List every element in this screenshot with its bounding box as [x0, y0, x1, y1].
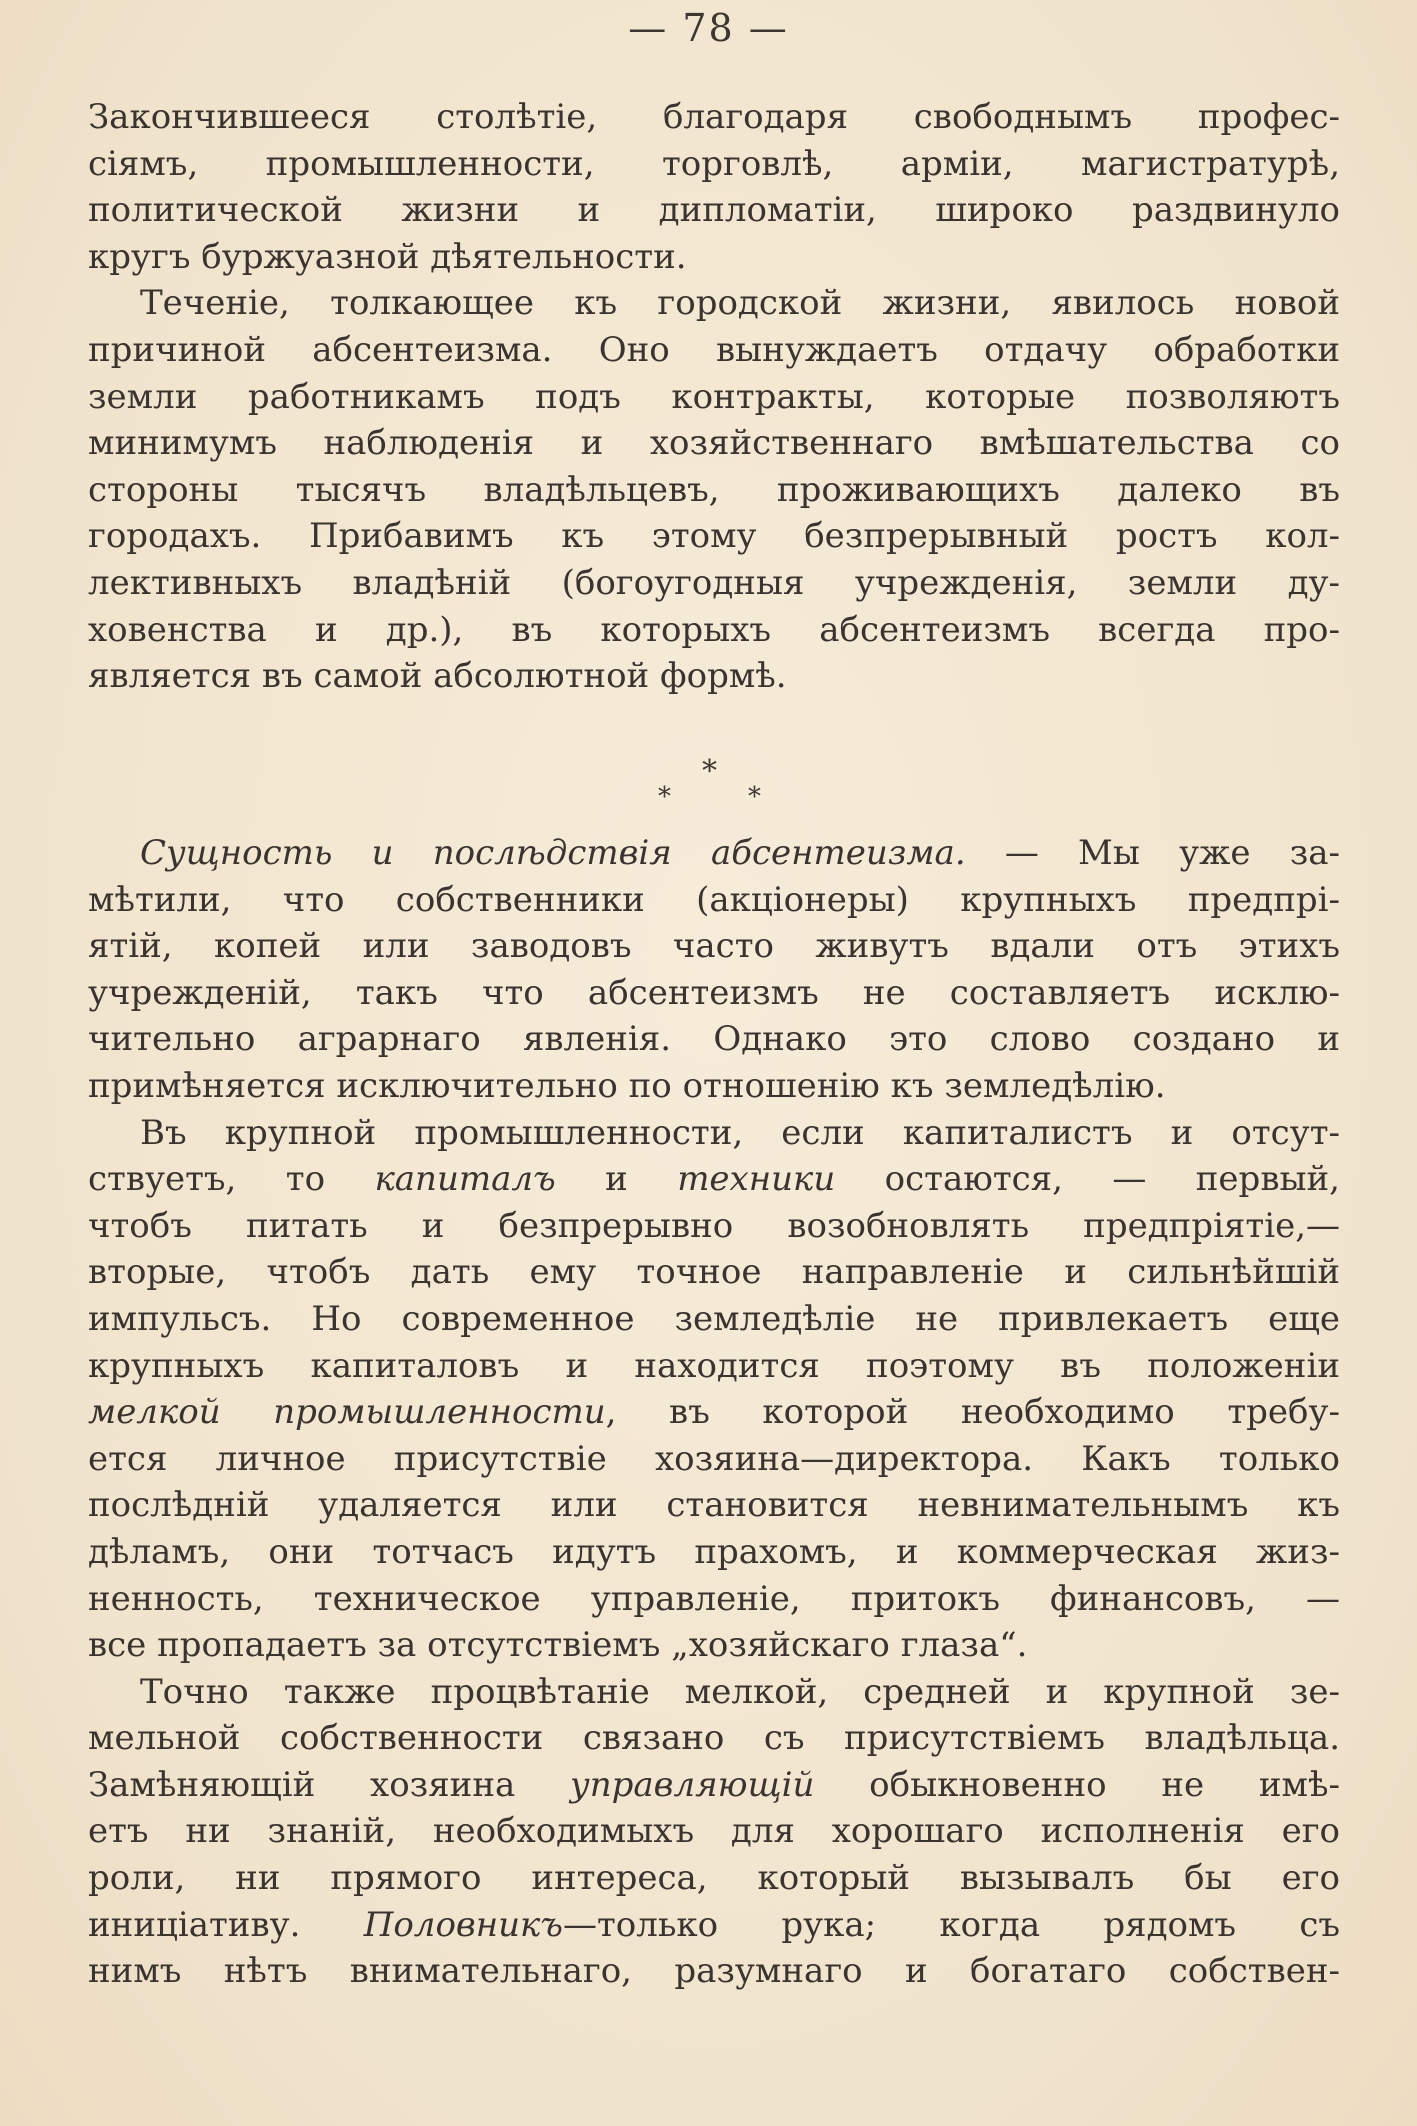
page-number: — 78 —	[628, 6, 789, 50]
text-run: иниціативу.	[88, 1904, 364, 1945]
text-line: крупныхъ капиталовъ и находится поэтому въ положеніи	[88, 1345, 1340, 1386]
emphasis-text: управляющій	[570, 1764, 815, 1805]
text-run: , въ которой необходимо требу-	[605, 1392, 1340, 1433]
text-run: обыкновенно не имѣ-	[814, 1764, 1340, 1805]
text-line: мѣтили, что собственники (акціонеры) крупныхъ предпрі-	[88, 879, 1340, 920]
paragraph-1	[88, 94, 1340, 280]
text-line: чительно аграрнаго явленія. Однако это слово создано и	[88, 1019, 1340, 1060]
text-line: является въ самой абсолютной формѣ.	[88, 656, 787, 697]
text-line: вторые, чтобъ дать ему точное направленіе и сильнѣйшій	[88, 1252, 1340, 1293]
text-line: примѣняется исключительно по отношенію къ земледѣлію.	[88, 1065, 1166, 1106]
asterisk-glyph: *	[658, 782, 671, 812]
section-paragraph-2	[88, 1110, 1340, 1669]
emphasis-text: техники	[677, 1159, 836, 1200]
text-line: чтобъ питать и безпрерывно возобновлять предпріятіе,—	[88, 1205, 1340, 1246]
text-line: Закончившееся столѣтіе, благодаря свободнымъ профес-	[88, 97, 1340, 137]
top-text-block	[88, 94, 1340, 700]
text-line: етъ ни знаній, необходимыхъ для хорошаго исполненія его	[88, 1811, 1340, 1852]
text-line: ется личное присутствіе хозяина—директора. Какъ только	[88, 1438, 1340, 1479]
asterism-divider	[0, 754, 1417, 814]
text-run: и	[555, 1159, 678, 1200]
text-line: Точно также процвѣтаніе мелкой, средней и крупной зе-	[140, 1671, 1340, 1712]
text-line: политической жизни и дипломатіи, широко раздвинуло	[88, 190, 1340, 231]
emphasis-text: капиталъ	[374, 1159, 556, 1200]
text-line	[88, 1156, 1340, 1203]
text-line: лективныхъ владѣній (богоугодныя учрежденія, земли ду-	[88, 562, 1340, 603]
text-line: ховенства и др.), въ которыхъ абсентеизмъ всегда про-	[88, 609, 1340, 650]
text-line: все пропадаетъ за отсутствіемъ „хозяйскаго глаза“.	[88, 1625, 1028, 1666]
text-line: послѣдній удаляется или становится невнимательнымъ къ	[88, 1485, 1340, 1526]
section-heading: Сущность и послѣдствія абсентеизма.	[140, 833, 966, 873]
text-line: нимъ нѣтъ внимательнаго, разумнаго и богатаго собствен-	[88, 1951, 1340, 1992]
section-text-block	[88, 830, 1340, 1995]
text-line: учрежденій, такъ что абсентеизмъ не составляетъ исклю-	[88, 972, 1340, 1013]
emphasis-text: Половникъ	[363, 1904, 563, 1945]
text-line: причиной абсентеизма. Оно вынуждаетъ отдачу обработки	[88, 329, 1340, 370]
text-line	[88, 1762, 1340, 1809]
text-run: ствуетъ, то	[88, 1159, 375, 1200]
section-paragraph-3	[88, 1669, 1340, 1995]
text-line: ненность, техническое управленіе, притокъ финансовъ, —	[88, 1578, 1340, 1619]
text-run: остаются, — первый,	[835, 1159, 1340, 1200]
text-line: кругъ буржуазной дѣятельности.	[88, 236, 687, 277]
asterisk-glyph: *	[702, 754, 717, 789]
text-line	[88, 1389, 1340, 1436]
text-line: сіямъ, промышленности, торговлѣ, арміи, магистратурѣ,	[88, 143, 1340, 184]
text-line: импульсъ. Но современное земледѣліе не привлекаетъ еще	[88, 1298, 1340, 1339]
text-line: Теченіе, толкающее къ городской жизни, явилось новой	[140, 283, 1340, 324]
text-line: стороны тысячъ владѣльцевъ, проживающихъ далеко въ	[88, 469, 1340, 510]
text-line: мельной собственности связано съ присутствіемъ владѣльца.	[88, 1718, 1340, 1759]
section-heading-line	[88, 830, 1340, 877]
paragraph-2	[88, 280, 1340, 699]
text-line: земли работникамъ подъ контракты, которые позволяютъ	[88, 376, 1340, 417]
text-line: роли, ни прямого интереса, который вызывалъ бы его	[88, 1858, 1340, 1899]
text-run: —только рука; когда рядомъ съ	[562, 1904, 1340, 1945]
text-run: Замѣняющій хозяина	[88, 1764, 571, 1805]
text-line: дѣламъ, они тотчасъ идутъ прахомъ, и коммерческая жиз-	[88, 1531, 1340, 1572]
text-line	[88, 1902, 1340, 1949]
text-line: ятій, копей или заводовъ часто живутъ вдали отъ этихъ	[88, 926, 1340, 967]
heading-continuation: — Мы уже за-	[965, 833, 1340, 873]
text-line: Въ крупной промышленности, если капиталистъ и отсут-	[140, 1112, 1340, 1153]
text-line: городахъ. Прибавимъ къ этому безпрерывный ростъ кол-	[88, 516, 1340, 557]
asterisk-glyph: *	[748, 782, 761, 812]
emphasis-text: мелкой промышленности	[88, 1392, 606, 1433]
section-paragraph-1	[88, 830, 1340, 1110]
text-line: минимумъ наблюденія и хозяйственнаго вмѣшательства со	[88, 423, 1340, 464]
